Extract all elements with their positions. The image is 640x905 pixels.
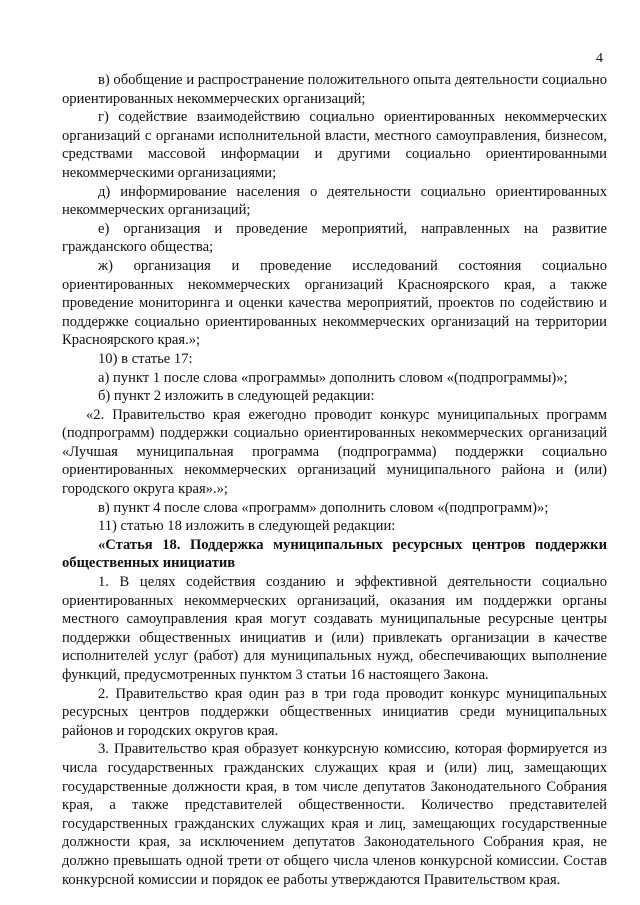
page-number: 4	[596, 51, 603, 66]
article-18-clause-1: 1. В целях содействия созданию и эффективной деятельности социально ориентированных некоммерческих организаций, оказания им поддержки органы местного самоуправления края могут создавать муниципальные ресурсные центры поддержки общественных инициатив и (или) привлекать организации в качестве исполнителей услуг (работ) для муниципальных нужд, обеспечивающих выполнение функций, предусмотренных пунктом 3 статьи 16 настоящего Закона.	[62, 574, 607, 683]
amendment-10-a: а) пункт 1 после слова «программы» дополнить словом «(подпрограммы)»;	[98, 369, 568, 386]
list-item-g: г) содействие взаимодействию социально ориентированных некоммерческих организаций с органами исполнительной власти, местного самоуправления, бизнесом, средствами массовой информации и другими социально ориентированными некоммерческими организациями;	[62, 109, 607, 181]
amendment-10: 10) в статье 17:	[98, 350, 193, 367]
list-item-e: е) организация и проведение мероприятий, направленных на развитие гражданского общества;	[62, 220, 607, 256]
article-18-heading: «Статья 18. Поддержка муниципальных ресурсных центров поддержки общественных инициатив	[62, 536, 607, 572]
amendment-10-b: б) пункт 2 изложить в следующей редакции:	[98, 388, 375, 405]
list-item-zh: ж) организация и проведение исследований состояния социально ориентированных некоммерческих организаций Красноярского края, а также проведение мониторинга и оценки качества мероприятий, проектов по содействию и поддержке социально ориентированных некоммерческих организаций на территории Красноярского края.»;	[62, 257, 607, 349]
list-item-v: в) обобщение и распространение положительного опыта деятельности социально ориентированных некоммерческих организаций;	[62, 72, 607, 107]
document-body	[62, 71, 607, 889]
quoted-clause-2: «2. Правительство края ежегодно проводит конкурс муниципальных программ (подпрограмм) поддержки социально ориентированных некоммерческих организаций «Лучшая муниципальная программа (подпрограмма) поддержки социально ориентированных некоммерческих организаций муниципального района и (или) городского округа края».»;	[62, 406, 607, 498]
amendment-10-v: в) пункт 4 после слова «программ» дополнить словом «(подпрограмм)»;	[98, 499, 549, 516]
list-item-d: д) информирование населения о деятельности социально ориентированных некоммерческих организаций;	[62, 183, 607, 219]
article-18-clause-2: 2. Правительство края один раз в три года проводит конкурс муниципальных ресурсных центров поддержки общественных инициатив среди муниципальных районов и городских округов края.	[62, 685, 607, 739]
article-18-clause-3: 3. Правительство края образует конкурсную комиссию, которая формируется из числа государственных гражданских служащих края и (или) лиц, замещающих государственные должности края, в том числе депутатов Законодательного Собрания края, а также представителей общественности. Количество представителей государственных гражданских служащих края и лиц, замещающих государственные должности края, за исключением депутатов Законодательного Собрания края, не должно превышать одной трети от общего числа членов конкурсной комиссии. Состав конкурсной комиссии и порядок ее работы утверждаются Правительством края.	[62, 741, 607, 888]
amendment-11: 11) статью 18 изложить в следующей редакции:	[98, 518, 396, 535]
